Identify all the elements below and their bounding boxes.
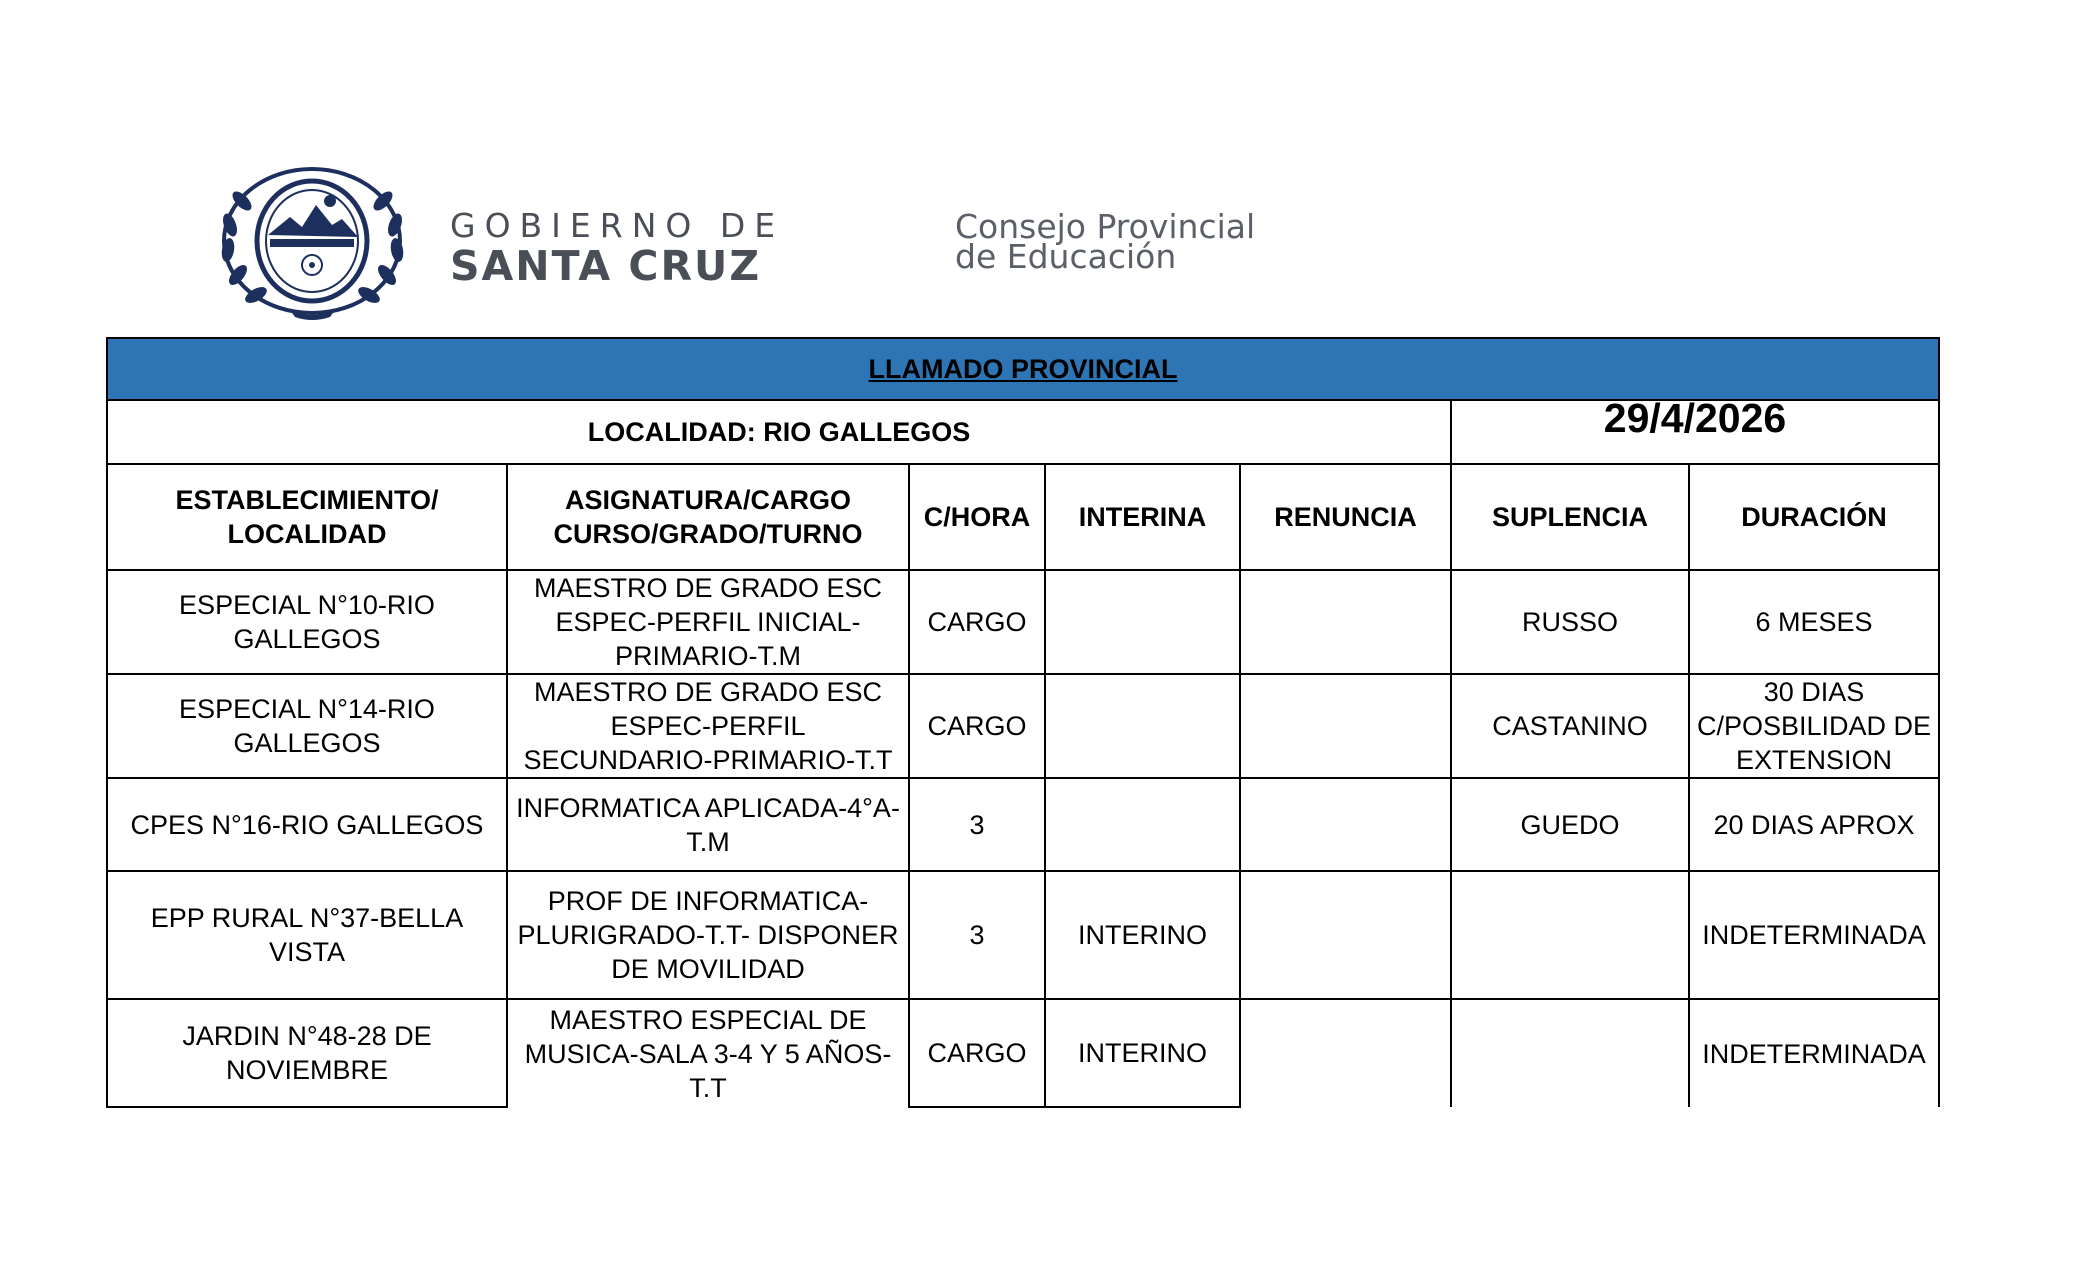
cell-suplencia: RUSSO (1451, 570, 1689, 674)
vacancies-table (106, 337, 1940, 1108)
cell-asignatura: PROF DE INFORMATICA-PLURIGRADO-T.T- DISPONER DE MOVILIDAD (507, 871, 909, 999)
cell-chora: CARGO (909, 674, 1045, 778)
cell-asignatura: MAESTRO ESPECIAL DE MUSICA-SALA 3-4 Y 5 AÑOS-T.T (507, 999, 909, 1107)
page-header (220, 165, 1370, 325)
table-title: LLAMADO PROVINCIAL (107, 338, 1939, 400)
table-row (107, 778, 1939, 871)
col-duracion: DURACIÓN (1689, 464, 1939, 570)
cell-renuncia (1240, 778, 1451, 871)
cell-renuncia (1240, 674, 1451, 778)
cell-chora: 3 (909, 871, 1045, 999)
gov-line-2: SANTA CRUZ (450, 242, 762, 290)
localidad-label: LOCALIDAD: RIO GALLEGOS (107, 400, 1451, 464)
cell-renuncia (1240, 871, 1451, 999)
cell-establecimiento: ESPECIAL N°14-RIO GALLEGOS (107, 674, 507, 778)
cell-suplencia: GUEDO (1451, 778, 1689, 871)
call-date: 29/4/2026 (1451, 400, 1939, 464)
location-row (107, 400, 1939, 464)
cell-interina (1045, 778, 1240, 871)
col-suplencia: SUPLENCIA (1451, 464, 1689, 570)
government-wordmark (450, 208, 784, 288)
council-line-1: Consejo Provincial (955, 207, 1256, 246)
table-row (107, 871, 1939, 999)
cell-duracion: INDETERMINADA (1689, 999, 1939, 1107)
cell-suplencia (1451, 871, 1689, 999)
table-row (107, 999, 1939, 1107)
cell-duracion: 30 DIAS C/POSBILIDAD DE EXTENSION (1689, 674, 1939, 778)
cell-asignatura: MAESTRO DE GRADO ESC ESPEC-PERFIL SECUNDARIO-PRIMARIO-T.T (507, 674, 909, 778)
col-establecimiento: ESTABLECIMIENTO/ LOCALIDAD (107, 464, 507, 570)
council-line-2: de Educación (955, 237, 1177, 276)
col-chora: C/HORA (909, 464, 1045, 570)
cell-establecimiento: JARDIN N°48-28 DE NOVIEMBRE (107, 999, 507, 1107)
cell-duracion: 20 DIAS APROX (1689, 778, 1939, 871)
cell-asignatura: INFORMATICA APLICADA-4°A-T.M (507, 778, 909, 871)
cell-interina: INTERINO (1045, 871, 1240, 999)
cell-suplencia: CASTANINO (1451, 674, 1689, 778)
col-renuncia: RENUNCIA (1240, 464, 1451, 570)
cell-interina (1045, 570, 1240, 674)
cell-asignatura: MAESTRO DE GRADO ESC ESPEC-PERFIL INICIAL-PRIMARIO-T.M (507, 570, 909, 674)
cell-chora: CARGO (909, 570, 1045, 674)
cell-establecimiento: EPP RURAL N°37-BELLA VISTA (107, 871, 507, 999)
santa-cruz-seal-icon (220, 165, 405, 320)
cell-chora: 3 (909, 778, 1045, 871)
table-row (107, 570, 1939, 674)
column-header-row (107, 464, 1939, 570)
table-row (107, 674, 1939, 778)
cell-duracion: 6 MESES (1689, 570, 1939, 674)
cell-interina: INTERINO (1045, 999, 1240, 1107)
col-interina: INTERINA (1045, 464, 1240, 570)
council-wordmark (955, 207, 1256, 276)
cell-renuncia (1240, 570, 1451, 674)
cell-establecimiento: ESPECIAL N°10-RIO GALLEGOS (107, 570, 507, 674)
cell-duracion: INDETERMINADA (1689, 871, 1939, 999)
gov-line-1: GOBIERNO DE (450, 206, 785, 245)
cell-suplencia (1451, 999, 1689, 1107)
title-row (107, 338, 1939, 400)
cell-renuncia (1240, 999, 1451, 1107)
cell-establecimiento: CPES N°16-RIO GALLEGOS (107, 778, 507, 871)
cell-interina (1045, 674, 1240, 778)
col-asignatura: ASIGNATURA/CARGO CURSO/GRADO/TURNO (507, 464, 909, 570)
cell-chora: CARGO (909, 999, 1045, 1107)
